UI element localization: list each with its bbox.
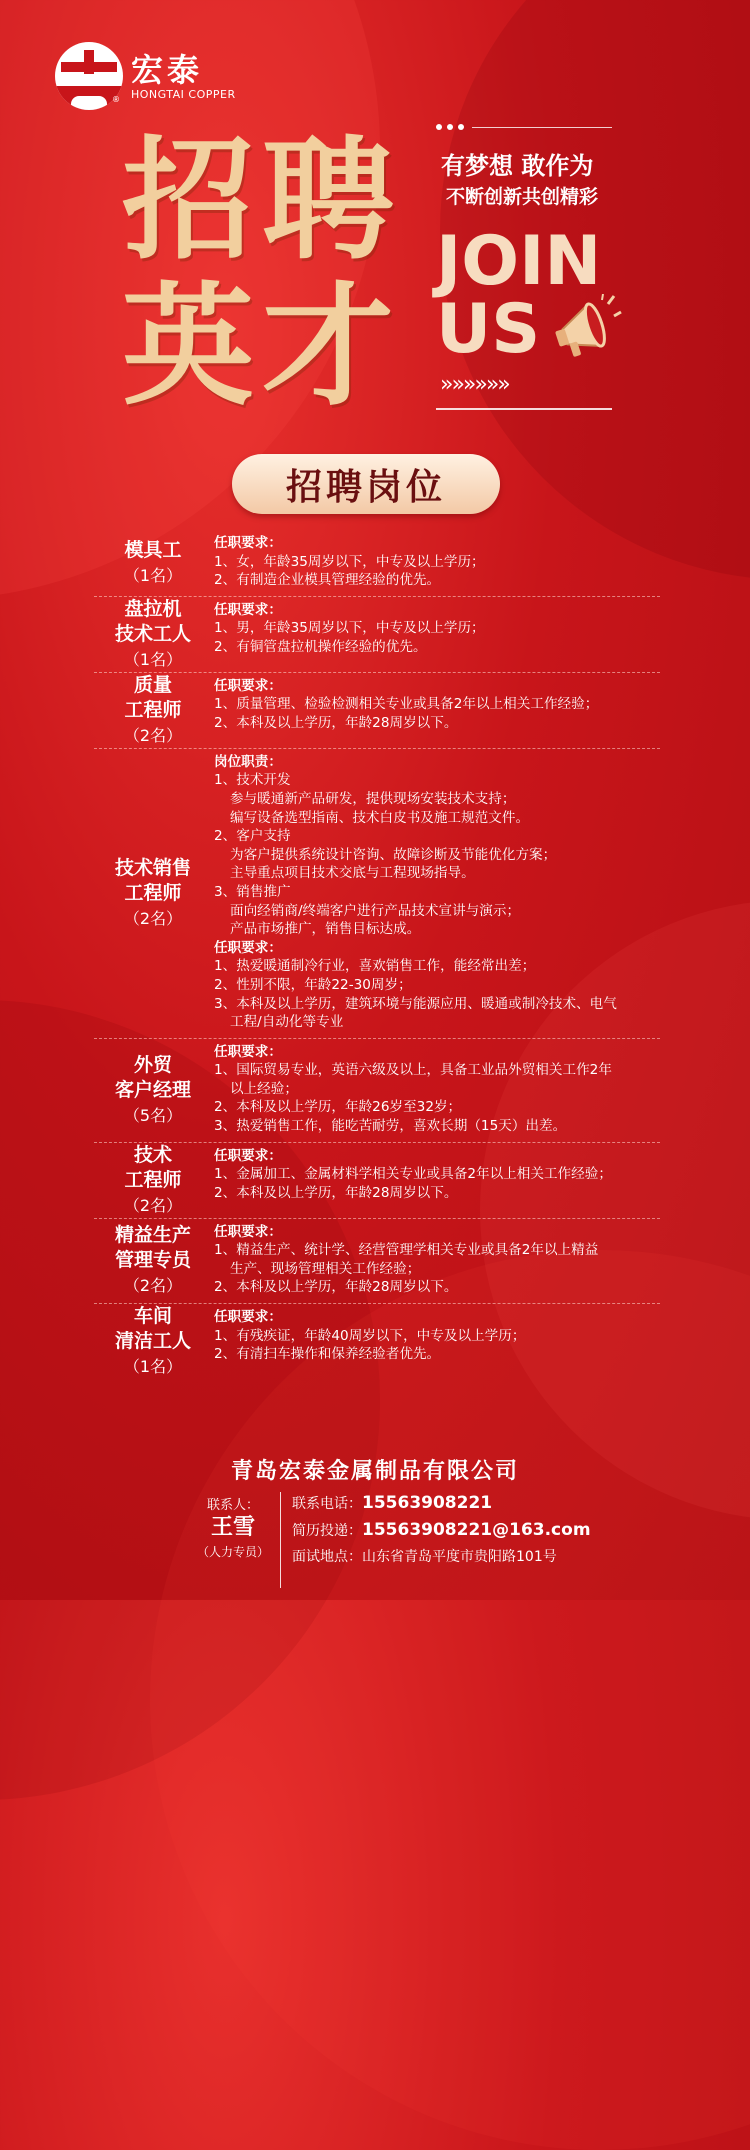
job-title: [94, 1219, 212, 1303]
requirement-line: 2、本科及以上学历，年龄28周岁以下。: [214, 1279, 458, 1296]
requirement-heading: 任职要求：: [214, 535, 282, 551]
job-title-line: 模具工: [124, 538, 182, 561]
job-item: [94, 530, 660, 597]
job-title-line: 质量: [133, 673, 172, 696]
job-list: [94, 530, 660, 1379]
hero-title-line1: 招聘: [122, 124, 402, 278]
slogan-main: 有梦想 敢作为: [441, 152, 594, 180]
requirement-line: 参与暖通新产品研发，提供现场安装技术支持；: [230, 790, 516, 807]
requirement-line: 2、本科及以上学历，年龄28周岁以下。: [214, 1184, 458, 1201]
job-item: [94, 1219, 660, 1304]
requirement-heading: 任职要求：: [214, 1309, 282, 1326]
phone-number: 15563908221: [362, 1493, 493, 1513]
requirement-line: 1、男，年龄35周岁以下，中专及以上学历；: [214, 620, 485, 637]
brand-name-en: HONGTAI COPPER: [131, 87, 236, 101]
job-title-line: 清洁工人: [114, 1330, 191, 1353]
requirement-heading: 任职要求：: [214, 1223, 282, 1240]
requirement-line: 1、精益生产、统计学、经营管理学相关专业或具备2年以上精益: [214, 1242, 599, 1259]
requirement-line: 2、性别不限，年龄22-30周岁；: [214, 976, 412, 993]
requirement-line: 3、热爱销售工作，能吃苦耐劳，喜欢长期（15天）出差。: [214, 1118, 567, 1135]
job-title: [94, 530, 212, 596]
email-label: 简历投递：: [292, 1523, 362, 1539]
slogan-sub: 不断创新共创精彩: [446, 186, 599, 208]
job-title: [94, 1143, 212, 1218]
registered-mark: ®: [112, 95, 120, 104]
requirement-line: 3、本科及以上学历，建筑环境与能源应用、暖通或制冷技术、电气: [214, 995, 617, 1012]
job-title: [94, 1304, 212, 1379]
job-title-line: 管理专员: [114, 1249, 191, 1272]
job-headcount: （5名）: [123, 1105, 183, 1125]
requirement-line: 1、热爱暖通制冷行业，喜欢销售工作，能经常出差；: [214, 958, 536, 975]
requirement-line: 1、技术开发: [214, 772, 291, 789]
requirement-line: 生产、现场管理相关工作经验；: [230, 1260, 421, 1277]
requirement-line: 为客户提供系统设计咨询、故障诊断及节能优化方案；: [230, 846, 557, 863]
brand-name-cn: 宏泰: [131, 50, 204, 89]
job-headcount: （1名）: [123, 565, 183, 585]
requirement-line: 2、有铜管盘拉机操作经验的优先。: [214, 638, 427, 655]
phone-label: 联系电话：: [292, 1496, 362, 1512]
requirement-heading: 任职要求：: [214, 677, 282, 694]
requirement-line: 1、女，年龄35周岁以下，中专及以上学历；: [214, 553, 485, 570]
job-headcount: （2名）: [123, 908, 183, 928]
job-title-line: 技术工人: [114, 622, 191, 645]
requirement-line: 1、质量管理、检验检测相关专业或具备2年以上相关工作经验；: [214, 696, 599, 713]
job-title-line: 工程师: [124, 698, 182, 721]
job-title-line: 车间: [133, 1305, 172, 1328]
job-requirements: [212, 1143, 660, 1218]
job-item: [94, 597, 660, 673]
job-title: [94, 749, 212, 1038]
job-headcount: （2名）: [123, 725, 183, 745]
job-title-line: 工程师: [124, 881, 182, 904]
job-item: [94, 1143, 660, 1219]
requirement-line: 主导重点项目技术交底与工程现场指导。: [230, 865, 475, 882]
hero-title: [122, 124, 402, 424]
job-requirements: [212, 749, 660, 1038]
requirement-line: 2、本科及以上学历，年龄28周岁以下。: [214, 714, 458, 731]
job-item: [94, 1304, 660, 1379]
contact-role: （人力专员）: [196, 1545, 269, 1559]
divider: [436, 408, 612, 410]
requirement-line: 产品市场推广，销售目标达成。: [230, 921, 421, 938]
requirement-heading: 岗位职责：: [214, 753, 282, 770]
contact-label: 联系人：: [206, 1498, 259, 1513]
contact-info: [292, 1490, 591, 1570]
job-title-line: 盘拉机: [124, 597, 182, 620]
requirement-line: 3、销售推广: [214, 883, 291, 900]
join-text: JOIN: [436, 222, 602, 301]
job-requirements: [212, 597, 660, 672]
job-item: [94, 1039, 660, 1143]
brand-logo: [55, 42, 236, 110]
job-headcount: （1名）: [123, 1357, 183, 1377]
job-requirements: [212, 530, 660, 596]
bg-curve: [150, 1250, 750, 2150]
job-title: [94, 673, 212, 748]
requirement-heading: 任职要求：: [214, 601, 282, 618]
requirement-line: 工程/自动化等专业: [230, 1014, 344, 1031]
job-headcount: （2名）: [123, 1276, 183, 1296]
arrows-decoration: »»»»»»: [440, 372, 509, 397]
requirement-heading: 任职要求：: [214, 1043, 282, 1060]
job-requirements: [212, 1039, 660, 1142]
requirement-line: 编写设备选型指南、技术白皮书及施工规范文件。: [230, 809, 530, 826]
divider: [472, 127, 612, 128]
contact-person: [190, 1494, 276, 1560]
job-title: [94, 1039, 212, 1142]
job-requirements: [212, 673, 660, 748]
requirement-line: 面向经销商/终端客户进行产品技术宣讲与演示；: [230, 902, 521, 919]
section-title: 招聘岗位: [232, 454, 500, 514]
slogan-block: [436, 124, 612, 397]
megaphone-icon: [550, 294, 622, 366]
requirement-line: 1、金属加工、金属材料学相关专业或具备2年以上相关工作经验；: [214, 1166, 612, 1183]
requirement-line: 以上经验；: [230, 1080, 298, 1097]
divider: [280, 1492, 281, 1588]
interview-address: 山东省青岛平度市贵阳路101号: [362, 1549, 557, 1565]
us-text: US: [436, 290, 541, 369]
job-title-line: 技术销售: [114, 856, 191, 879]
job-title-line: 工程师: [124, 1168, 182, 1191]
job-title-line: 精益生产: [114, 1224, 191, 1247]
job-item: [94, 673, 660, 749]
contact-name: 王雪: [210, 1515, 255, 1540]
requirement-line: 1、有残疾证，年龄40周岁以下，中专及以上学历；: [214, 1327, 526, 1344]
job-title: [94, 597, 212, 672]
company-name: 青岛宏泰金属制品有限公司: [230, 1459, 519, 1484]
requirement-line: 2、本科及以上学历，年龄26岁至32岁；: [214, 1099, 462, 1116]
requirement-heading: 任职要求：: [214, 1147, 282, 1164]
job-title-line: 技术: [133, 1143, 172, 1166]
requirement-line: 2、有制造企业模具管理经验的优先。: [214, 572, 441, 589]
requirement-line: 2、有清扫车操作和保养经验者优先。: [214, 1346, 441, 1363]
requirement-heading: 任职要求：: [214, 939, 282, 956]
job-requirements: [212, 1304, 660, 1379]
job-headcount: （2名）: [123, 1195, 183, 1215]
job-headcount: （1名）: [123, 649, 183, 669]
hero-title-line2: 英才: [122, 270, 402, 424]
job-title-line: 外贸: [133, 1053, 172, 1076]
address-label: 面试地点：: [292, 1549, 362, 1565]
job-title-line: 客户经理: [114, 1078, 191, 1101]
job-item: [94, 749, 660, 1039]
requirement-line: 2、客户支持: [214, 828, 291, 845]
requirement-line: 1、国际贸易专业，英语六级及以上，具备工业品外贸相关工作2年: [214, 1062, 612, 1079]
email-address: 15563908221@163.com: [362, 1520, 591, 1540]
job-requirements: [212, 1219, 660, 1303]
